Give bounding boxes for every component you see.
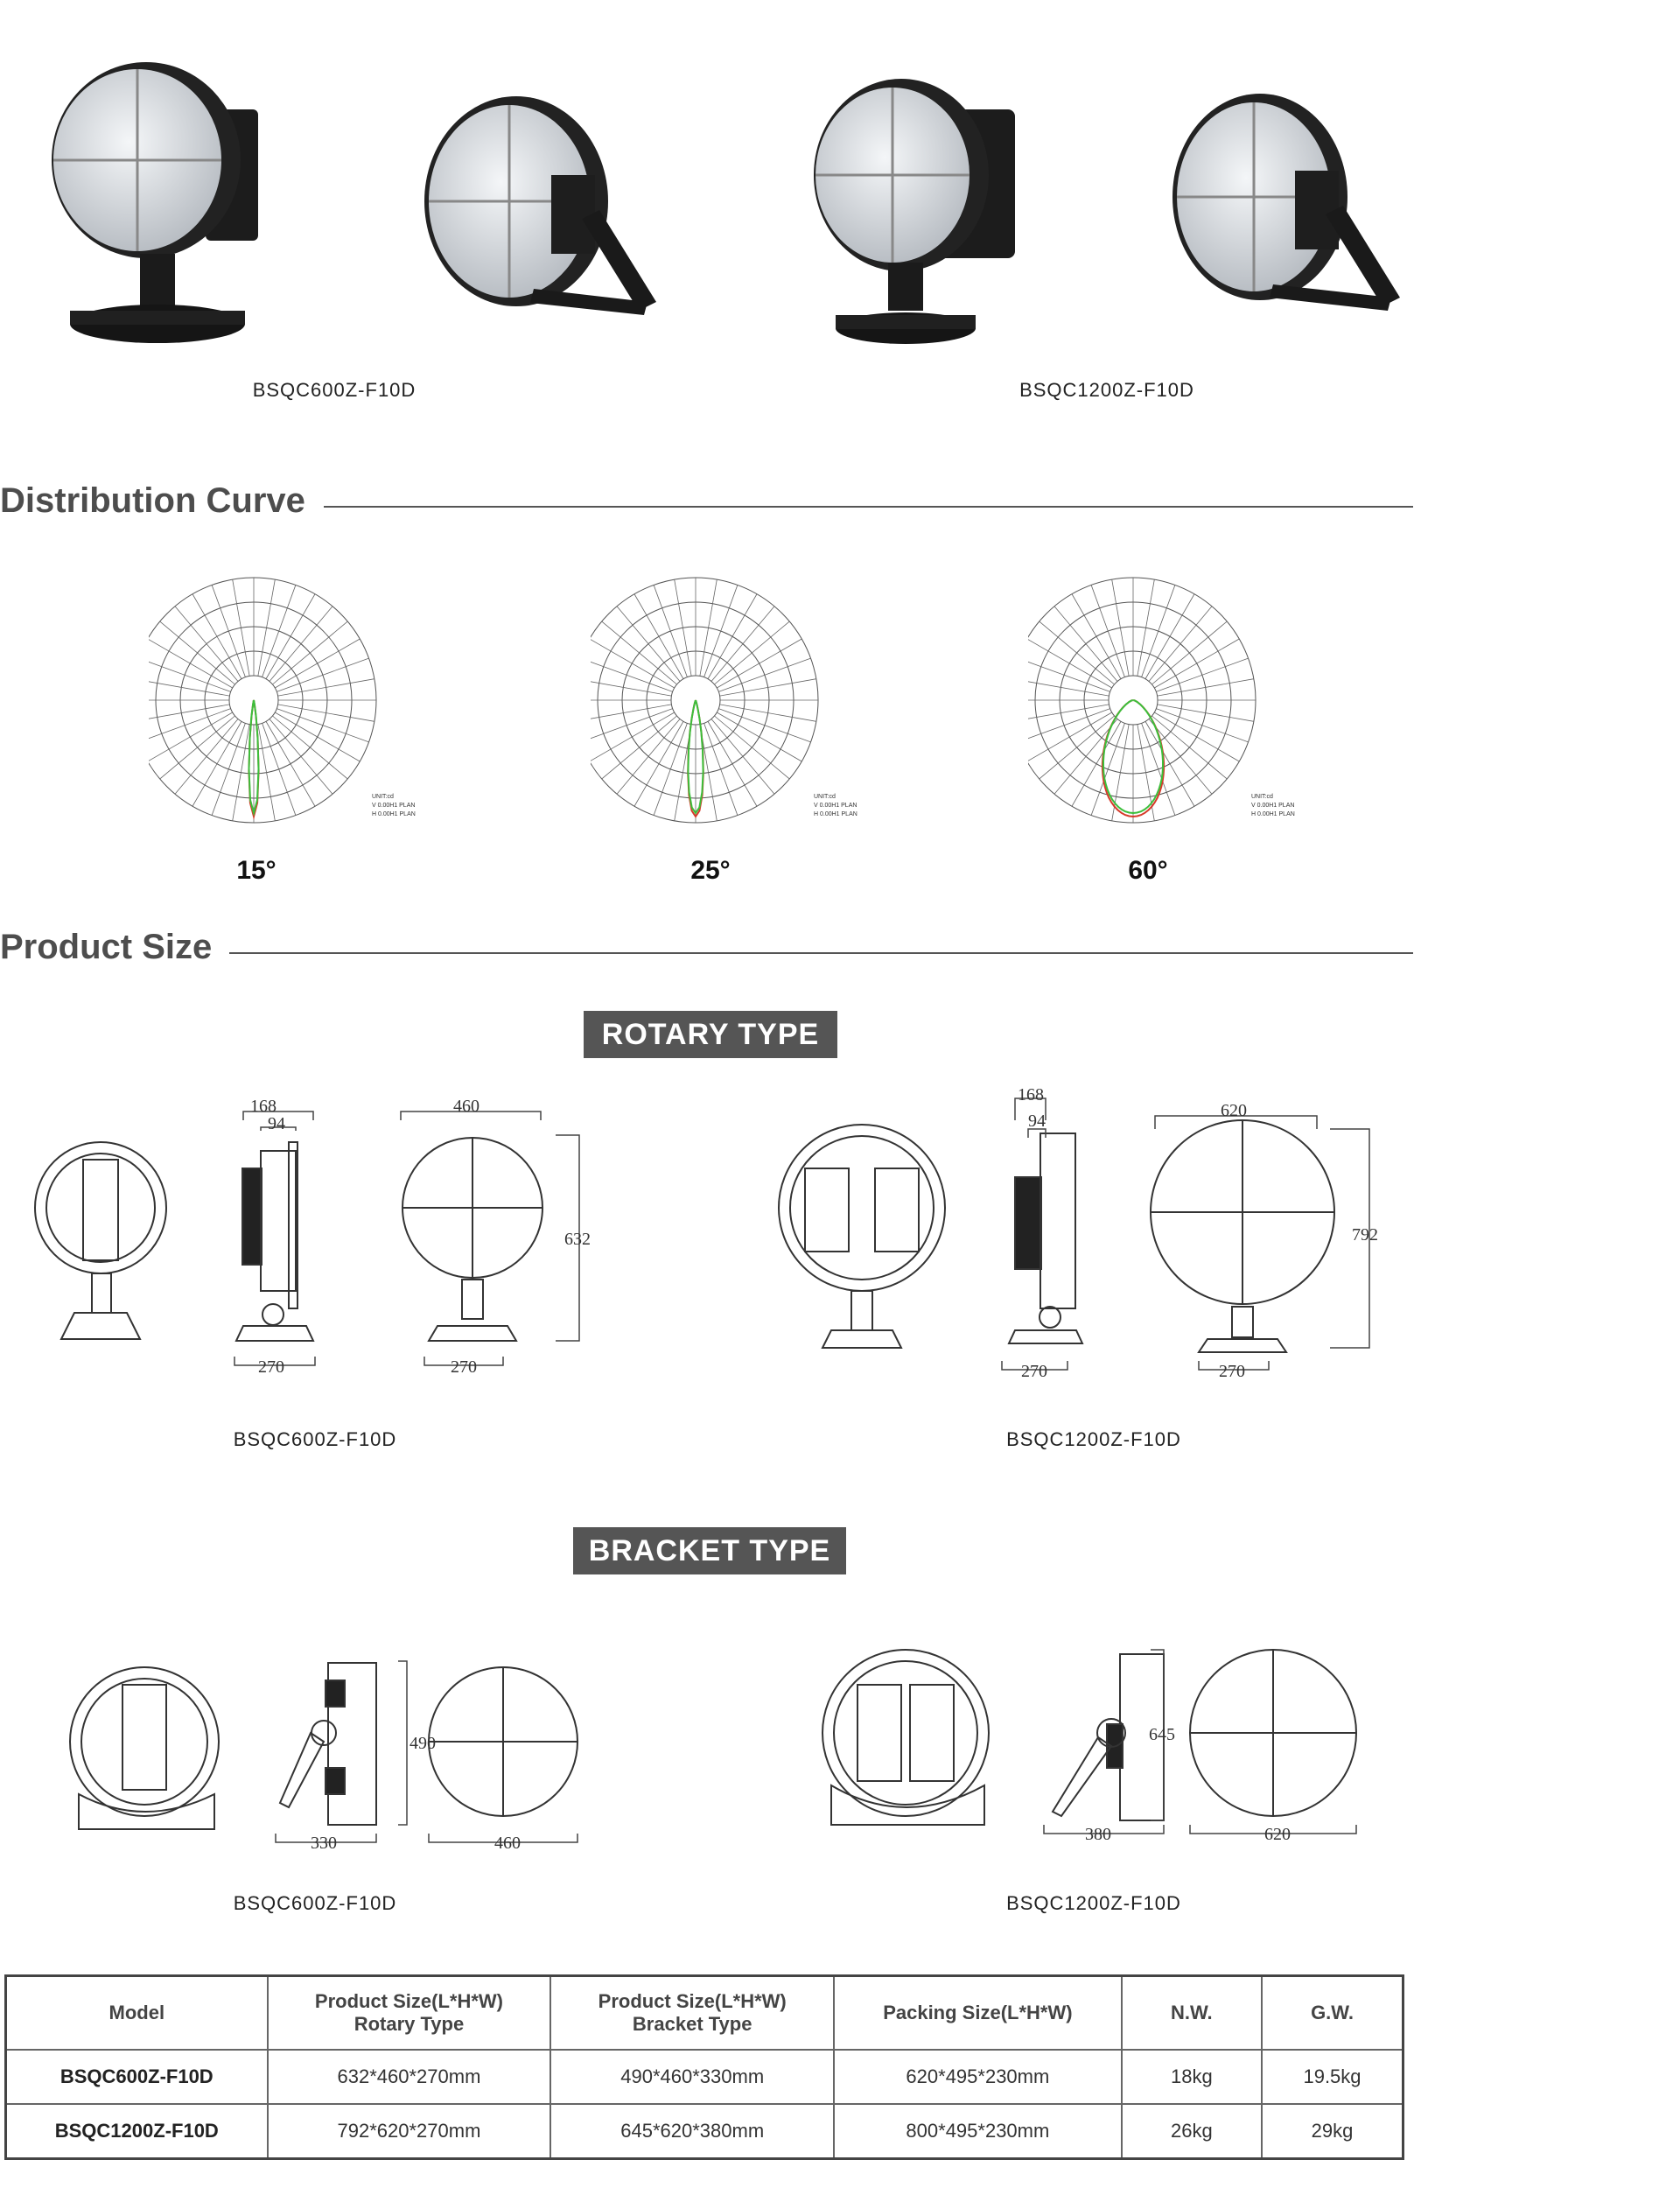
polar-grid-spoke [717,639,802,688]
rotary-600-height: 632 [564,1230,591,1249]
bracket-600-height: 490 [410,1734,436,1753]
rotary-600-base-side: 270 [258,1357,284,1377]
polar-grid-spoke [1145,721,1194,806]
polar-grid-spoke [258,579,275,676]
polar-grid-spoke [1152,621,1227,684]
polar-grid-spoke [720,679,816,696]
cell-rotary-size: 792*620*270mm [268,2104,551,2159]
bracket-caption-right: BSQC1200Z-F10D [1006,1892,1181,1914]
polar-grid-spoke [266,721,315,806]
polar-grid-spoke [275,639,360,688]
rotary-type-badge: ROTARY TYPE [584,1011,837,1058]
polar-grid-spoke [1158,705,1254,721]
polar-grid-spoke [270,719,332,794]
rotary-caption-right: BSQC1200Z-F10D [1006,1428,1181,1450]
polar-grid-spoke [149,639,233,688]
polar-grid-spoke [275,712,360,761]
polar-grid-spoke [278,705,374,721]
polar-grid-spoke [711,607,774,682]
polar-legend-entry: UNIT:cd [1251,794,1273,800]
photo-caption-left: BSQC600Z-F10D [252,379,416,401]
polar-grid-spoke [212,585,245,677]
polar-grid-spoke [1156,709,1248,742]
polar-grid-spoke [617,719,680,794]
polar-chart-15 [149,569,429,849]
product-photo-1200-bracket [1151,83,1413,337]
polar-grid-spoke [591,705,671,721]
polar-grid-spoke [1154,712,1239,761]
product-photo-1200-rotary [805,74,1015,354]
header-model: Model [6,1976,268,2051]
cell-model: BSQC1200Z-F10D [6,2104,268,2159]
distribution-rule [324,506,1413,508]
polar-grid-spoke [160,716,235,779]
bracket-1200-width: 620 [1264,1825,1291,1844]
polar-grid-spoke [718,709,810,742]
polar-grid-spoke [192,721,242,806]
polar-legend-entry: UNIT:cd [372,794,394,800]
polar-grid-spoke [1028,679,1109,696]
polar-grid-spoke [1154,639,1239,688]
polar-grid-spoke [1028,639,1112,688]
polar-grid-spoke [272,716,347,779]
polar-grid-spoke [591,712,675,761]
polar-legend-entry: H 0.00H1 PLAN [814,811,858,817]
bracket-600-depth: 330 [311,1834,337,1853]
polar-grid-spoke [1028,712,1112,761]
cell-rotary-size: 632*460*270mm [268,2050,551,2104]
polar-grid-spoke [272,621,347,684]
polar-grid-spoke [149,705,229,721]
rotary-1200-base-side: 270 [1021,1362,1047,1381]
table-row [6,2104,1404,2159]
polar-legend-entry: H 0.00H1 PLAN [372,811,416,817]
rotary-1200-depth-total: 168 [1018,1085,1044,1105]
rotary-1200-width: 620 [1221,1101,1247,1120]
product-photo-600-rotary [48,57,258,359]
polar-grid-spoke [1138,579,1154,676]
product-photo-600-bracket [411,79,674,341]
polar-legend-entry: UNIT:cd [814,794,836,800]
polar-grid-spoke [1072,721,1121,806]
cell-nw: 26kg [1122,2104,1262,2159]
polar-grid-spoke [233,579,249,676]
header-gw: G.W. [1262,1976,1403,2051]
cell-packing-size: 620*495*230mm [834,2050,1122,2104]
polar-grid-spoke [704,723,738,815]
rotary-1200-height: 792 [1352,1225,1378,1245]
polar-grid-spoke [654,723,687,815]
polar-grid-spoke [704,585,738,677]
rotary-600-drawing [26,1085,621,1400]
bracket-600-width: 460 [494,1834,521,1853]
polar-grid-spoke [591,639,675,688]
polar-legend-entry: V 0.00H1 PLAN [372,803,416,809]
polar-grid-spoke [233,725,249,821]
header-bracket-line1: Product Size(L*H*W) [598,1990,787,2012]
rotary-1200-base-front: 270 [1219,1362,1245,1381]
polar-grid-spoke [1054,719,1117,794]
polar-grid-spoke [714,621,789,684]
polar-grid-spoke [717,712,802,761]
header-rotary-line1: Product Size(L*H*W) [314,1990,504,2012]
header-nw: N.W. [1122,1976,1262,2051]
polar-grid-spoke [1158,679,1254,696]
polar-grid-spoke [1149,719,1212,794]
polar-grid-spoke [1156,658,1248,691]
polar-grid-spoke [1142,585,1175,677]
polar-grid-spoke [270,607,332,682]
header-rotary-size [268,1976,551,2051]
polar-grid-spoke [1054,607,1117,682]
polar-grid-spoke [591,679,671,696]
polar-grid-spoke [634,594,683,679]
polar-legend-entry: V 0.00H1 PLAN [1251,803,1295,809]
polar-grid-spoke [266,594,315,679]
polar-grid-spoke [708,721,757,806]
polar-grid-spoke [602,716,677,779]
beam-angle-15: 15° [236,856,276,885]
polar-chart-60 [1028,569,1308,849]
polar-grid-spoke [149,679,229,696]
polar-chart-25 [591,569,871,849]
polar-grid-spoke [1149,607,1212,682]
bracket-caption-left: BSQC600Z-F10D [233,1892,397,1914]
cell-bracket-size: 490*460*330mm [550,2050,834,2104]
polar-grid-spoke [175,607,238,682]
polar-grid-spoke [160,621,235,684]
polar-grid-spoke [718,658,810,691]
polar-grid-spoke [149,712,233,761]
rotary-600-width: 460 [453,1097,480,1116]
polar-grid-spoke [262,585,296,677]
polar-grid-spoke [1072,594,1121,679]
cell-model: BSQC600Z-F10D [6,2050,268,2104]
spec-table [4,1974,1404,2160]
polar-grid-spoke [262,723,296,815]
polar-grid-spoke [720,705,816,721]
polar-grid-spoke [654,585,687,677]
bracket-1200-depth: 380 [1085,1825,1111,1844]
cell-gw: 29kg [1262,2104,1403,2159]
polar-grid-spoke [602,621,677,684]
polar-grid-spoke [1091,585,1124,677]
rotary-600-base-front: 270 [451,1357,477,1377]
header-packing-size: Packing Size(L*H*W) [834,1976,1122,2051]
cell-nw: 18kg [1122,2050,1262,2104]
polar-grid-spoke [276,709,368,742]
header-bracket-size [550,1976,834,2051]
polar-grid-spoke [175,719,238,794]
rotary-1200-drawing [766,1081,1413,1405]
table-row [6,2050,1404,2104]
product-size-rule [229,952,1413,954]
distribution-title: Distribution Curve [0,481,312,521]
polar-grid-spoke [1040,621,1115,684]
polar-grid-spoke [212,723,245,815]
polar-legend-entry: V 0.00H1 PLAN [814,803,858,809]
photo-caption-right: BSQC1200Z-F10D [1019,379,1194,401]
bracket-1200-drawing [818,1641,1378,1860]
polar-grid-spoke [278,679,374,696]
polar-grid-spoke [711,719,774,794]
polar-grid-spoke [276,658,368,691]
cell-packing-size: 800*495*230mm [834,2104,1122,2159]
rotary-1200-depth-body: 94 [1028,1112,1046,1131]
polar-grid-spoke [700,579,717,676]
polar-grid-spoke [1028,705,1109,721]
beam-angle-25: 25° [690,856,731,885]
polar-grid-spoke [617,607,680,682]
beam-angle-60: 60° [1128,856,1168,885]
product-size-title: Product Size [0,928,219,967]
polar-grid-spoke [714,716,789,779]
header-bracket-line2: Bracket Type [632,2013,752,2035]
polar-grid-spoke [192,594,242,679]
polar-grid-spoke [1112,579,1129,676]
polar-grid-spoke [634,721,683,806]
polar-grid-spoke [1145,594,1194,679]
table-header-row [6,1976,1404,2051]
polar-grid-spoke [708,594,757,679]
polar-grid-spoke [258,725,275,821]
polar-grid-spoke [675,579,691,676]
bracket-1200-height: 645 [1149,1725,1175,1744]
cell-bracket-size: 645*620*380mm [550,2104,834,2159]
rotary-600-depth-total: 168 [250,1097,276,1116]
bracket-type-badge: BRACKET TYPE [573,1527,846,1574]
polar-legend-entry: H 0.00H1 PLAN [1251,811,1295,817]
rotary-caption-left: BSQC600Z-F10D [233,1428,397,1450]
header-rotary-line2: Rotary Type [354,2013,465,2035]
bracket-600-drawing [61,1645,604,1864]
cell-gw: 19.5kg [1262,2050,1403,2104]
rotary-600-depth-body: 94 [268,1114,285,1133]
